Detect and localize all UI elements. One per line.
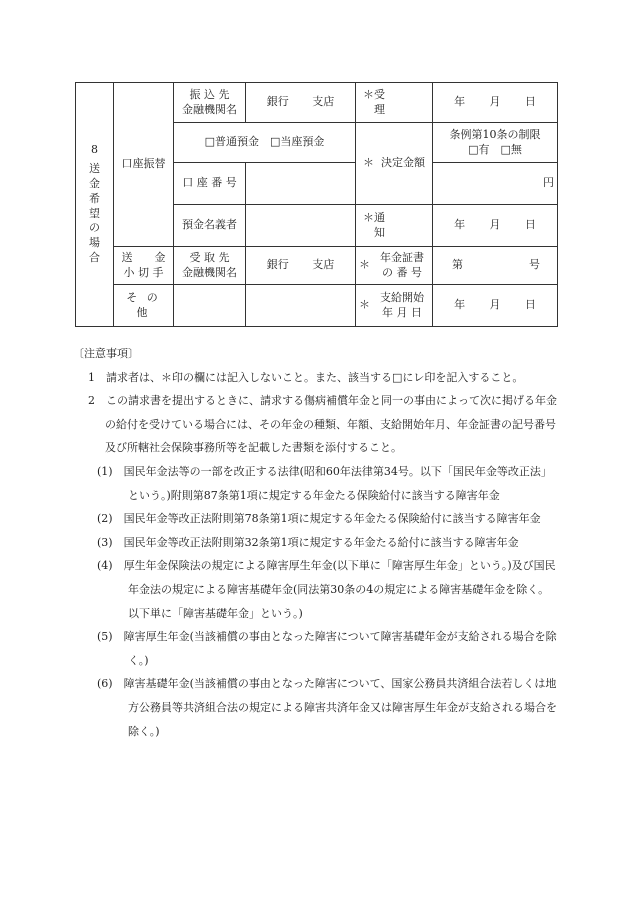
- receiving-bank-field[interactable]: 銀行 支店: [246, 247, 356, 285]
- section-title-char: 金: [89, 176, 100, 190]
- note-item-2: 2 この請求書を提出するときに、請求する傷病補償年金と同一の事由によって次に掲げる年金の給付を受けている場合には、その年金の種類、年額、支給開始年月、年金証書の記号番号及び所轄社会保険事務所等を記載した書類を添付すること。: [88, 394, 557, 455]
- remittance-form-table: [75, 82, 558, 327]
- note-sub-item: (3) 国民年金等改正法附則第32条第1項に規定する年金たる給付に該当する障害年金: [97, 535, 519, 549]
- section-title-char: 望: [89, 206, 100, 220]
- section-8-label: [76, 83, 114, 327]
- section-title-char: 送: [89, 161, 100, 175]
- account-holder-label: 預金名義者: [174, 205, 246, 247]
- other-field-2[interactable]: [246, 285, 356, 327]
- section-title-char: の: [89, 221, 100, 235]
- notice-label: ＊ 通 知: [356, 205, 433, 247]
- account-number-field[interactable]: [246, 163, 356, 205]
- receipt-date-field: 年 月 日: [433, 83, 558, 123]
- remittance-check-label: 送 金 小 切 手: [114, 247, 174, 285]
- deposit-type-checkboxes[interactable]: □普通預金 □当座預金: [174, 123, 356, 163]
- transfer-bank-label: 振 込 先 金融機関名: [174, 83, 246, 123]
- receipt-label: ＊ 受 理: [356, 83, 433, 123]
- decision-amount-label: ＊ 決定金額: [356, 123, 433, 205]
- note-sub-item: (6) 障害基礎年金(当該補償の事由となった障害について、国家公務員共済組合法若しくは地方公務員等共済組合法の規定による障害共済年金又は障害厚生年金が支給される場合を除く。): [97, 677, 557, 738]
- account-transfer-label: 口座振替: [114, 83, 174, 247]
- pension-cert-field: 第 号: [433, 247, 558, 285]
- note-sub-item: (5) 障害厚生年金(当該補償の事由となった障害について障害基礎年金が支給される場合を除く。): [97, 630, 557, 667]
- payment-start-date-field: 年 月 日: [433, 285, 558, 327]
- receiving-bank-label: 受 取 先 金融機関名: [174, 247, 246, 285]
- section-number: 8: [91, 143, 98, 157]
- note-item-1: 1 請求者は、＊印の欄には記入しないこと。また、該当する□にレ印を記入すること。: [88, 370, 524, 384]
- pension-cert-label: ＊ 年金証書 の 番 号: [356, 247, 433, 285]
- note-sub-item: (2) 国民年金等改正法附則第78条第1項に規定する年金たる保険給付に該当する障害年金: [97, 512, 541, 526]
- account-number-label: 口 座 番 号: [174, 163, 246, 205]
- note-sub-item: (4) 厚生年金保険法の規定による障害厚生年金(以下単に「障害厚生年金」という。)及び国民年金法の規定による障害基礎年金(同法第30条の4の規定による障害基礎年金を除く。以下単に「障害基礎年金」という。): [97, 559, 556, 620]
- star-mark: ＊: [363, 87, 374, 101]
- section-title-char: 希: [89, 191, 100, 205]
- payment-start-label: ＊ 支給開始 年 月 日: [356, 285, 433, 327]
- section-title-char: 場: [89, 236, 100, 250]
- notice-date-field: 年 月 日: [433, 205, 558, 247]
- account-holder-field[interactable]: [246, 205, 356, 247]
- notes-section: [73, 342, 557, 743]
- section-title-char: 合: [89, 251, 100, 265]
- notes-heading: 〔注意事項〕: [73, 347, 139, 360]
- decision-amount-field: 円: [433, 163, 558, 205]
- transfer-bank-field[interactable]: 銀行 支店: [246, 83, 356, 123]
- note-sub-item: (1) 国民年金法等の一部を改正する法律(昭和60年法律第34号。以下「国民年金等改正法」という。)附則第87条第1項に規定する年金たる保険給付に該当する障害年金: [97, 464, 552, 502]
- other-label: そ の 他: [114, 285, 174, 327]
- other-field-1[interactable]: [174, 285, 246, 327]
- ordinance-restriction-field: 条例第10条の制限 □有 □無: [433, 123, 558, 163]
